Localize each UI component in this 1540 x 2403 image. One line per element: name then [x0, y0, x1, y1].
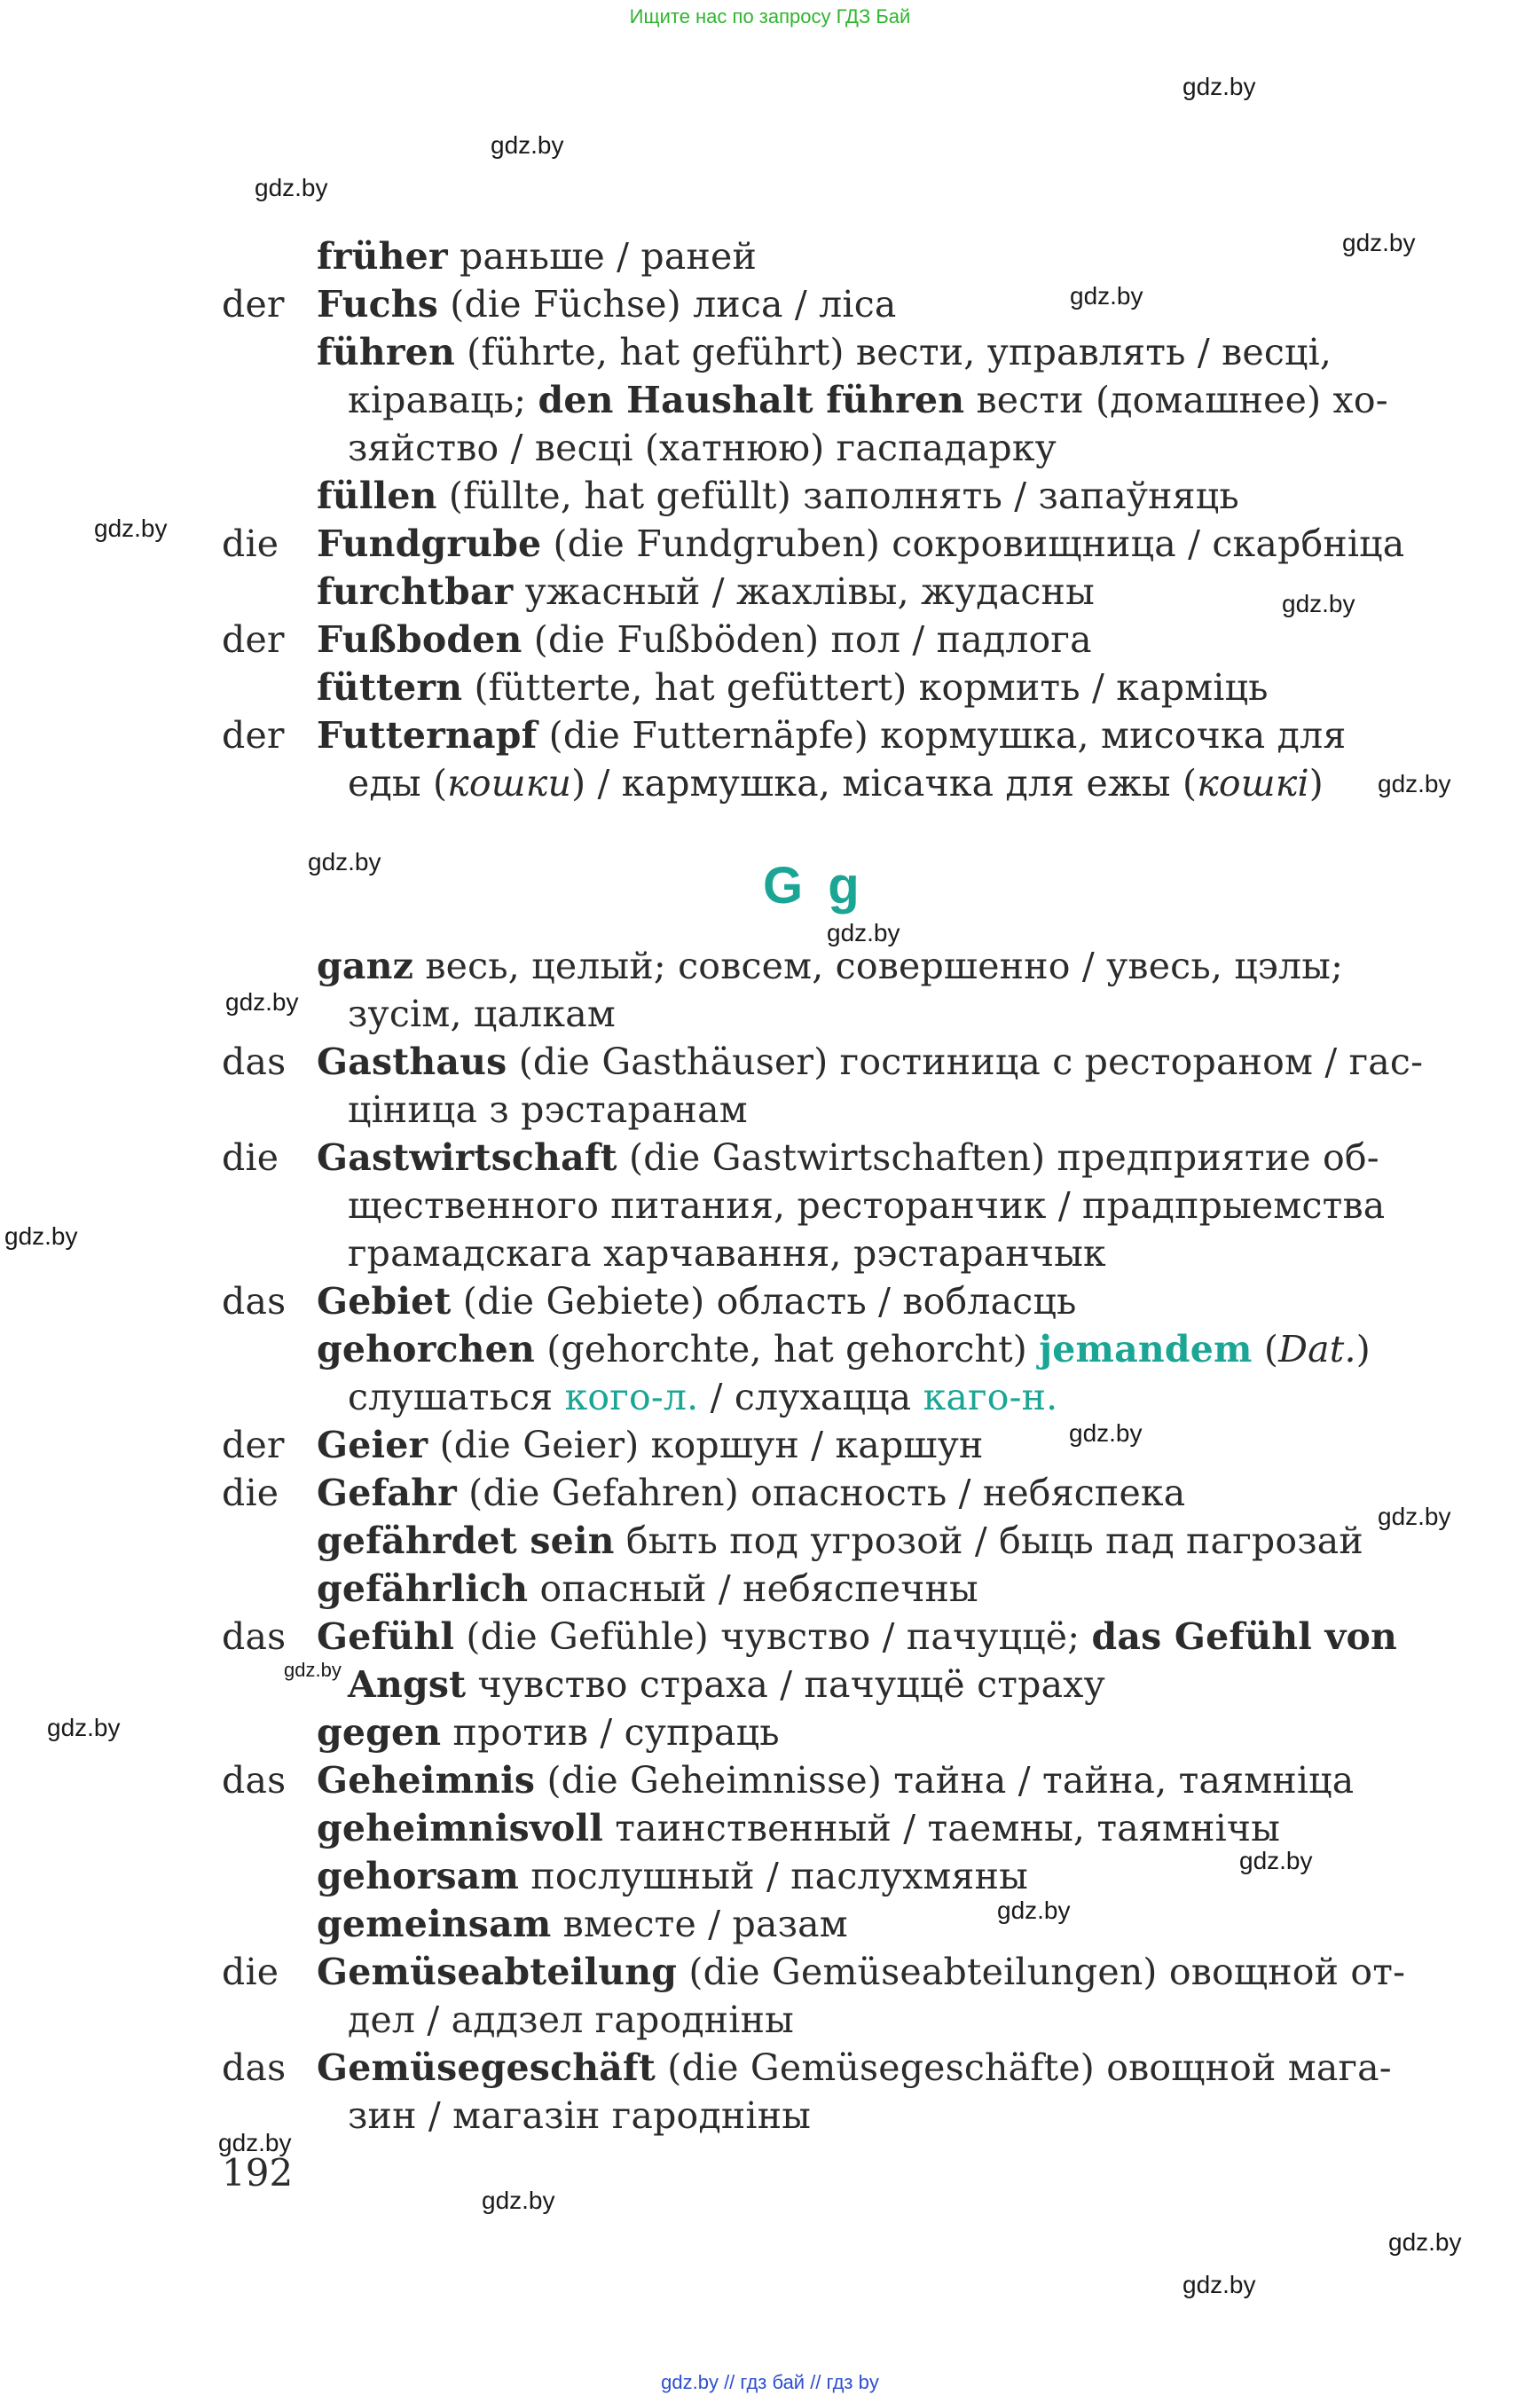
watermark: gdz.by [1239, 1847, 1313, 1874]
highlight-bold-text: jemandem [1039, 1328, 1253, 1370]
headword: das Gefühl von [1091, 1615, 1398, 1658]
entry-text [317, 1804, 1280, 1852]
translation-text: (die Gefühle) чувство / пачуццё; [454, 1615, 1092, 1658]
translation-text: чувство страха / пачуццё страху [466, 1663, 1105, 1706]
entry-text [317, 1517, 1363, 1565]
entry-text [317, 1756, 1354, 1804]
translation-text: ціница з рэстаранам [348, 1088, 748, 1131]
translation-text: щественного питания, ресторанчик / прадпрыемства [348, 1184, 1386, 1227]
watermark: gdz.by [1182, 73, 1256, 100]
highlight-text: каго-н. [923, 1376, 1058, 1418]
entry-text [317, 520, 1404, 568]
headword: Gebiet [317, 1280, 452, 1323]
entry-text [317, 1900, 848, 1948]
headword: gehorsam [317, 1855, 520, 1897]
translation-text: (die Gefahren) опасность / небяспека [456, 1472, 1186, 1514]
article: das [222, 1759, 287, 1802]
article: die [222, 1472, 279, 1514]
entry-text [317, 1421, 984, 1469]
watermark: gdz.by [225, 988, 299, 1016]
translation-text: (füllte, hat gefüllt) заполнять / запаўняць [436, 475, 1239, 517]
entry-continuation [348, 376, 1388, 424]
italic-note: кошки [447, 762, 572, 805]
watermark: gdz.by [827, 919, 900, 946]
entry-text [317, 1613, 1397, 1661]
translation-text: опасный / небяспечны [528, 1567, 978, 1610]
watermark: gdz.by [1378, 1503, 1451, 1530]
translation-text: ) [1355, 1328, 1371, 1370]
headword: furchtbar [317, 570, 514, 613]
article: das [222, 2046, 287, 2089]
watermark: gdz.by [1282, 590, 1355, 617]
watermark: gdz.by [1070, 282, 1143, 310]
translation-text: (die Gastwirtschaften) предприятие об- [617, 1136, 1379, 1179]
article: die [222, 1951, 279, 1993]
entry-text [317, 1277, 1077, 1325]
translation-text: зяйство / весці (хатнюю) гаспадарку [348, 427, 1057, 469]
entry-continuation [348, 1182, 1385, 1229]
translation-text: зин / магазін гародніны [348, 2094, 812, 2137]
watermark: gdz.by [1388, 2228, 1462, 2256]
watermark: gdz.by [1182, 2271, 1256, 2298]
headword: Angst [348, 1663, 467, 1706]
page-number: 192 [222, 2151, 294, 2195]
article: das [222, 1041, 287, 1083]
headword: Futternapf [317, 714, 538, 757]
headword: Gasthaus [317, 1041, 507, 1083]
article: der [222, 283, 285, 326]
article: das [222, 1280, 287, 1323]
article: das [222, 1615, 287, 1658]
translation-text: весь, целый; совсем, совершенно / увесь, цэлы; [413, 945, 1344, 987]
translation-text: ) [1308, 762, 1324, 805]
highlight-text: кого-л. [564, 1376, 699, 1418]
watermark: gdz.by [308, 848, 381, 876]
translation-text: таинственный / таемны, таямнічы [603, 1807, 1281, 1849]
top-banner: Ищите нас по запросу ГДЗ Бай [629, 5, 911, 27]
headword: Gefahr [317, 1472, 457, 1514]
headword: gehorchen [317, 1328, 535, 1370]
translation-text: (die Gemüsegeschäfte) овощной мага- [656, 2046, 1392, 2089]
article: der [222, 1424, 285, 1466]
headword: ganz [317, 945, 414, 987]
italic-note: Dat. [1278, 1328, 1356, 1370]
watermark: gdz.by [218, 2129, 292, 2156]
headword: Geier [317, 1424, 428, 1466]
translation-text: слушаться [348, 1376, 565, 1418]
watermark: gdz.by [4, 1222, 78, 1250]
headword: früher [317, 235, 448, 278]
headword: Gemüsegeschäft [317, 2046, 656, 2089]
watermark: gdz.by [482, 2187, 555, 2214]
translation-text: вести (домашнее) хо- [964, 379, 1388, 421]
entry-text [317, 1469, 1185, 1517]
entry-text [317, 1134, 1379, 1182]
watermark-small: gdz.by [284, 1659, 342, 1681]
entry-text [317, 1708, 780, 1756]
entry-text [317, 568, 1095, 616]
headword: füttern [317, 666, 463, 709]
translation-text: (die Gasthäuser) гостиница с рестораном / гас- [507, 1041, 1424, 1083]
headword: gefährlich [317, 1567, 529, 1610]
entry-text [317, 328, 1332, 376]
italic-note: кошкі [1197, 762, 1309, 805]
translation-text: (führte, hat geführt) вести, управлять / весці, [454, 331, 1332, 373]
watermark: gdz.by [94, 514, 168, 542]
translation-text: вместе / разам [551, 1903, 848, 1945]
entry-continuation [348, 424, 1057, 472]
translation-text: (die Fundgruben) сокровищница / скарбніца [541, 522, 1405, 565]
translation-text: / слухацца [698, 1376, 923, 1418]
entry-continuation [348, 990, 616, 1038]
translation-text: (die Geheimnisse) тайна / тайна, таямніца [535, 1759, 1355, 1802]
headword: den Haushalt führen [538, 379, 965, 421]
translation-text: ) / кармушка, місачка для ежы ( [571, 762, 1198, 805]
entry-text [317, 280, 897, 328]
entry-continuation [348, 1229, 1106, 1277]
headword: führen [317, 331, 455, 373]
translation-text: ( [1252, 1328, 1279, 1370]
entry-continuation [348, 1661, 1105, 1708]
watermark: gdz.by [491, 131, 564, 159]
headword: Fußboden [317, 618, 522, 661]
entry-text [317, 1852, 1028, 1900]
entry-text [317, 616, 1092, 664]
watermark: gdz.by [997, 1896, 1071, 1924]
entry-text [317, 1325, 1371, 1373]
translation-text: (die Geier) коршун / каршун [428, 1424, 984, 1466]
headword: Gastwirtschaft [317, 1136, 617, 1179]
entry-continuation [348, 1373, 1057, 1421]
translation-text: (die Füchse) лиса / ліса [438, 283, 897, 326]
headword: Gemüseabteilung [317, 1951, 678, 1993]
translation-text: (die Gebiete) область / вобласць [451, 1280, 1077, 1323]
translation-text: послушный / паслухмяны [519, 1855, 1028, 1897]
entry-text [317, 1948, 1405, 1996]
translation-text: кіраваць; [348, 379, 538, 421]
entry-text [317, 664, 1269, 711]
headword: Fuchs [317, 283, 439, 326]
letter-heading: G g [763, 857, 865, 915]
watermark: gdz.by [1069, 1419, 1143, 1447]
translation-text: раньше / раней [447, 235, 757, 278]
translation-text: (die Fußböden) пол / падлога [522, 618, 1092, 661]
translation-text: грамадскага харчавання, рэстаранчык [348, 1232, 1106, 1275]
entry-continuation [348, 1996, 794, 2044]
article: der [222, 618, 285, 661]
headword: gemeinsam [317, 1903, 552, 1945]
entry-text [317, 2044, 1392, 2092]
entry-text [317, 472, 1239, 520]
watermark: gdz.by [47, 1714, 121, 1741]
article: die [222, 1136, 279, 1179]
translation-text: (gehorchte, hat gehorcht) [534, 1328, 1040, 1370]
translation-text: дел / аддзел гародніны [348, 1999, 794, 2041]
headword: gefährdet sein [317, 1520, 615, 1562]
watermark: gdz.by [1378, 770, 1451, 797]
translation-text: против / супраць [441, 1711, 780, 1754]
watermark: gdz.by [255, 174, 328, 201]
translation-text: (fütterte, hat gefüttert) кормить / карміць [462, 666, 1269, 709]
headword: gegen [317, 1711, 442, 1754]
translation-text: ужасный / жахлівы, жудасны [513, 570, 1095, 613]
entry-continuation [348, 759, 1324, 807]
entry-text [317, 232, 757, 280]
entry-text [317, 711, 1346, 759]
entry-continuation [348, 1086, 748, 1134]
translation-text: быть под угрозой / быць пад пагрозай [614, 1520, 1363, 1562]
entry-text [317, 942, 1343, 990]
headword: füllen [317, 475, 437, 517]
article: die [222, 522, 279, 565]
entry-continuation [348, 2092, 811, 2140]
watermark: gdz.by [1342, 229, 1416, 256]
article: der [222, 714, 285, 757]
headword: Geheimnis [317, 1759, 536, 1802]
entry-text [317, 1038, 1423, 1086]
headword: geheimnisvoll [317, 1807, 603, 1849]
entry-text [317, 1565, 978, 1613]
headword: Gefühl [317, 1615, 455, 1658]
translation-text: еды ( [348, 762, 448, 805]
bottom-banner: gdz.by // гдз бай // гдз by [661, 2371, 879, 2393]
translation-text: зусім, цалкам [348, 993, 616, 1035]
headword: Fundgrube [317, 522, 542, 565]
translation-text: (die Gemüseabteilungen) овощной от- [677, 1951, 1406, 1993]
translation-text: (die Futternäpfe) кормушка, мисочка для [537, 714, 1347, 757]
